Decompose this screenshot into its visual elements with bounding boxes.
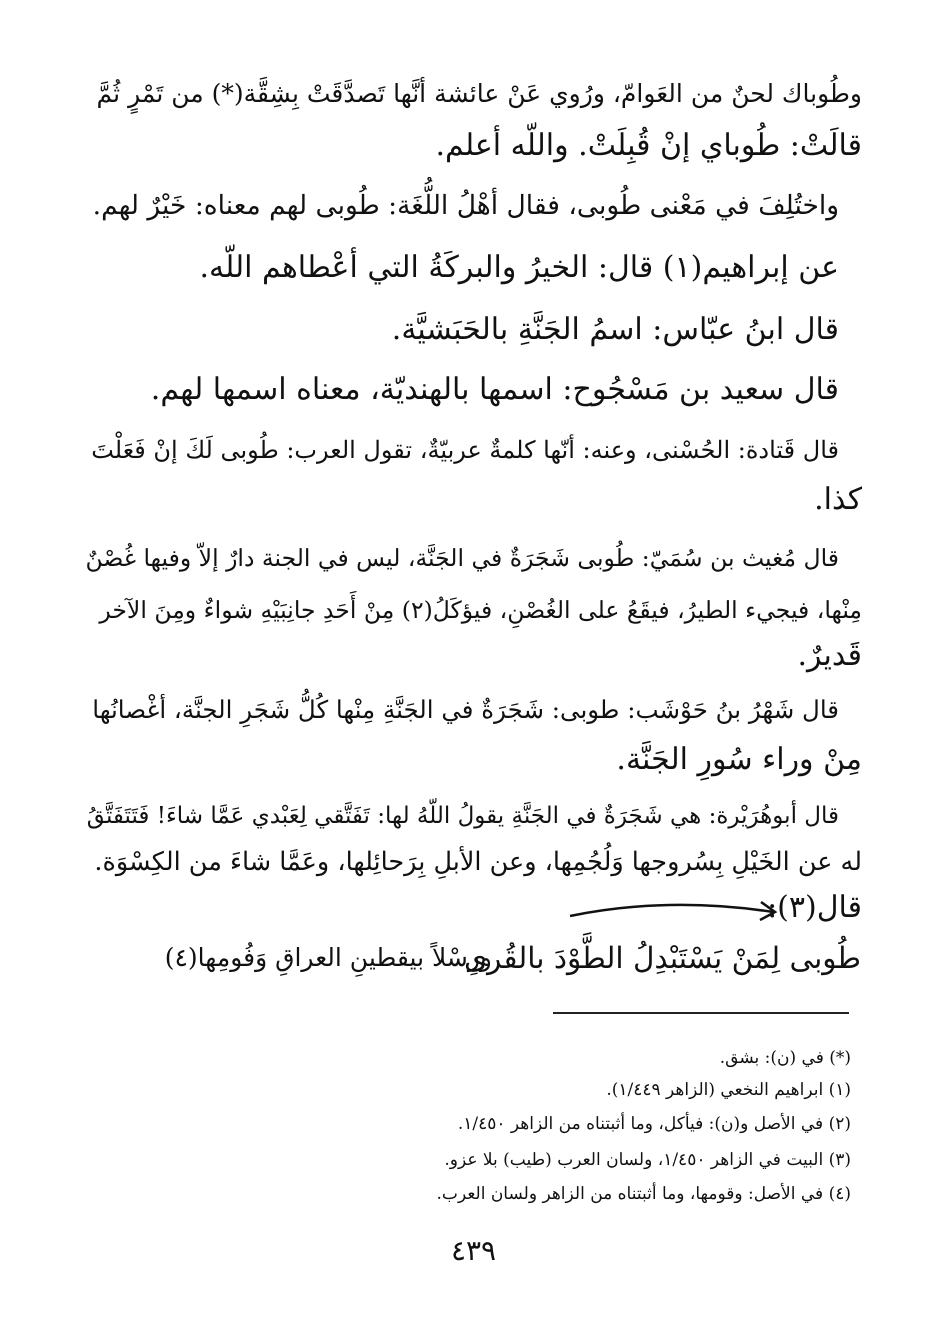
text-line-1: وطُوباك لحنٌ من العَوامّ، ورُوي عَنْ عائشة أنَّها تَصدَّقَتْ بِشِقَّة(*) من تَمْرٍ ثُمَّ (96, 79, 862, 108)
page-number: ٤٣٩ (450, 1234, 497, 1267)
footnote-divider (553, 1012, 849, 1014)
verse-first-hemistich: طُوبى لِمَنْ يَسْتَبْدِلُ الطَّوْدَ بالقُرى (463, 941, 861, 975)
text-line-6: قال سعيد بن مَسْجُوح: اسمها بالهنديّة، معناه اسمها لهم. (150, 372, 839, 407)
text-line-10: مِنْها، فيجيء الطيرُ، فيقَعُ على الغُصْنِ، فيؤكَلُ(٢) مِنْ أَحَدِ جانِبَيْهِ شواءٌ ومِنَ الآخر (99, 596, 862, 624)
text-line-5: قال ابنُ عبّاس: اسمُ الجَنَّةِ بالحَبَشيَّة. (391, 312, 839, 347)
verse-second-hemistich: ورِسْلاً بيقطينِ العراقِ وَفُومِها(٤) (164, 943, 492, 972)
text-line-16: قال(٣): (767, 890, 862, 925)
text-line-7: قال قَتادة: الحُسْنى، وعنه: أنّها كلمةٌ عربيّةٌ، تقول العرب: طُوبى لَكَ إنْ فَعَلْتَ (91, 436, 839, 464)
text-line-9: قال مُغيث بن سُمَيّ: طُوبى شَجَرَةٌ في الجَنَّة، ليس في الجنة دارٌ إلاّ وفيها غُصْنٌ (85, 544, 839, 572)
text-line-12: قال شَهْرُ بنُ حَوْشَب: طوبى: شَجَرَةٌ في الجَنَّةِ مِنْها كُلُّ شَجَرِ الجنَّة، أغْصانُها (92, 695, 839, 724)
footnote-star: (*) في (ن): بشق. (719, 1048, 851, 1068)
footnote-2: (٢) في الأصل و(ن): فيأكل، وما أثبتناه من الزاهر ١/٤٥٠. (457, 1114, 851, 1134)
text-line-2: قالَتْ: طُوباي إنْ قُبِلَتْ. واللّه أعلم. (435, 128, 862, 163)
arrow-annotation-icon (568, 888, 788, 928)
footnote-1: (١) ابراهيم النخعي (الزاهر ١/٤٤٩). (606, 1080, 851, 1100)
text-line-11: قَديرٌ. (797, 638, 862, 673)
text-line-13: مِنْ وراء سُورِ الجَنَّة. (616, 742, 862, 777)
text-line-14: قال أبوهُرَيْرة: هي شَجَرَةٌ في الجَنَّةِ يقولُ اللّهُ لها: تَفَتَّقي لِعَبْدي عَمَّا شاءَ! فَتَتَفَتَّقُ (86, 803, 839, 829)
footnote-4: (٤) في الأصل: وقومها، وما أثبتناه من الزاهر ولسان العرب. (436, 1184, 851, 1204)
text-line-15: له عن الخَيْلِ بِسُروجها وَلُجُمِها، وعن الأبلِ بِرَحائِلها، وعَمَّا شاءَ من الكِسْوَة. (94, 847, 862, 877)
footnote-3: (٣) البيت في الزاهر ١/٤٥٠، ولسان العرب (طيب) بلا عزو. (444, 1150, 851, 1170)
text-line-8: كذا. (814, 482, 862, 517)
text-line-4: عن إبراهيم(١) قال: الخيرُ والبركَةُ التي أعْطاهم اللّه. (199, 250, 839, 285)
text-line-3: واختُلِفَ في مَعْنى طُوبى، فقال أهْلُ اللُّغَة: طُوبى لهم معناه: خَيْرٌ لهم. (92, 190, 839, 221)
